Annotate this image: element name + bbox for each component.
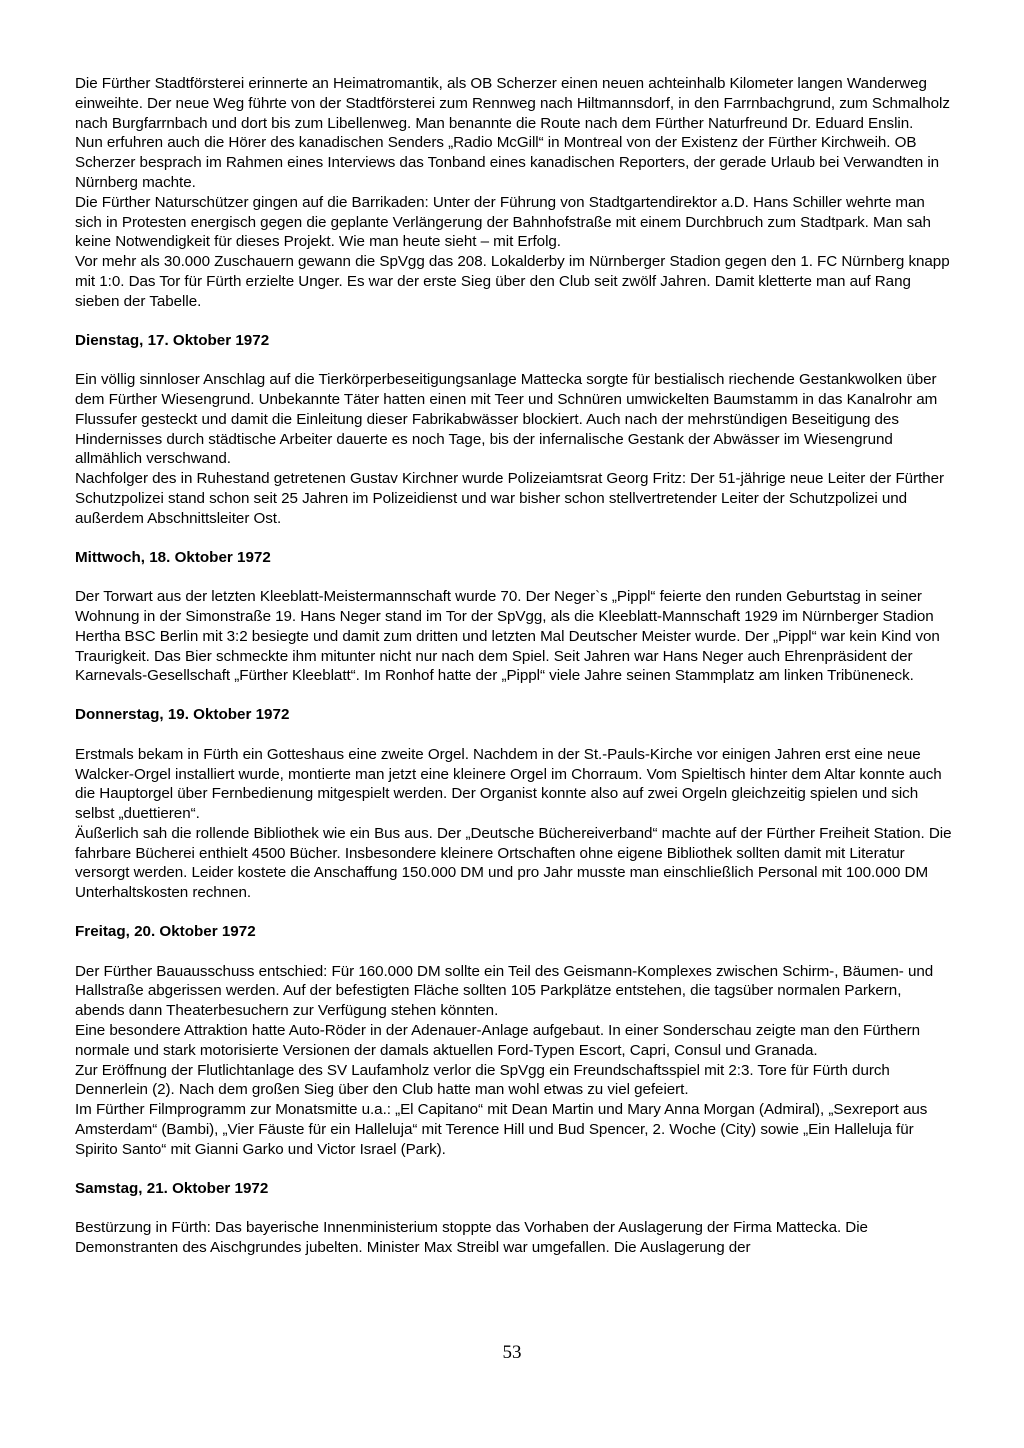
paragraph: Die Fürther Stadtförsterei erinnerte an Heimatromantik, als OB Scherzer einen neuen achteinhalb Kilometer langen Wanderweg einweihte. Der neue Weg führte von der Stadtförsterei zum Rennweg nach Hiltmannsdorf, in den Farrnbachgrund, zum Schmalholz nach Burgfarrnbach und dort bis zum Libellenweg. Man benannte die Route nach dem Fürther Naturfreund Dr. Eduard Enslin. xyxy=(75,75,950,132)
section-heading: Freitag, 20. Oktober 1972 xyxy=(75,923,256,941)
paragraph: Vor mehr als 30.000 Zuschauern gewann die SpVgg das 208. Lokalderby im Nürnberger Stadion gegen den 1. FC Nürnberg knapp mit 1:0. Das Tor für Fürth erzielte Unger. Es war der erste Sieg über den Club seit zwölf Jahren. Damit kletterte man auf Rang sieben der Tabelle. xyxy=(75,253,950,310)
intro-section xyxy=(75,74,955,312)
paragraph: Ein völlig sinnloser Anschlag auf die Tierkörperbeseitigungsanlage Mattecka sorgte für bestialisch riechende Gestankwolken über dem Fürther Wiesengrund. Unbekannte Täter hatten einen mit Teer und Schnüren umwickelten Baumstamm in das Kanalrohr am Flussufer gesteckt und damit die Einleitung dieser Fabrikabwässer blockiert. Auch nach der mehrstündigen Beseitigung des Hindernisses durch städtische Arbeiter dauerte es noch Tage, bis der infernalische Gestank der Abwässer im Wiesengrund allmählich verschwand. xyxy=(75,371,938,468)
section-heading: Donnerstag, 19. Oktober 1972 xyxy=(75,706,290,724)
paragraph: Die Fürther Naturschützer gingen auf die Barrikaden: Unter der Führung von Stadtgartendirektor a.D. Hans Schiller wehrte man sich in Protesten energisch gegen die geplante Verlängerung der Bahnhofstraße mit einem Durchbruch zum Stadtpark. Man sah keine Notwendigkeit für dieses Projekt. Wie man heute sieht – mit Erfolg. xyxy=(75,193,931,251)
paragraph: Der Torwart aus der letzten Kleeblatt-Meistermannschaft wurde 70. Der Neger`s „Pippl“ feierte den runden Geburtstag in seiner Wohnung in der Simonstraße 19. Hans Neger stand im Tor der SpVgg, als die Kleeblatt-Mannschaft 1929 im Nürnberger Stadion Hertha BSC Berlin mit 3:2 besiegte und damit zum dritten und letzten Mal Deutscher Meister wurde. Der „Pippl“ war kein Kind von Traurigkeit. Das Bier schmeckte ihm mitunter nicht nur nach dem Spiel. Seit Jahren war Hans Neger auch Ehrenpräsident der Karnevals-Gesellschaft „Fürther Kleeblatt“. Im Ronhof hatte der „Pippl“ viele Jahre seinen Stammplatz am linken Tribüneneck. xyxy=(75,588,940,685)
page-number: 53 xyxy=(502,1342,522,1363)
section-heading: Dienstag, 17. Oktober 1972 xyxy=(75,331,270,349)
paragraph: Bestürzung in Fürth: Das bayerische Innenministerium stoppte das Vorhaben der Auslagerung der Firma Mattecka. Die Demonstranten des Aischgrundes jubelten. Minister Max Streibl war umgefallen. Die Auslagerung der xyxy=(75,1219,868,1257)
paragraph: Erstmals bekam in Fürth ein Gotteshaus eine zweite Orgel. Nachdem in der St.-Pauls-Kirche vor einigen Jahren erst eine neue Walcker-Orgel installiert wurde, montierte man jetzt eine kleinere Orgel im Chorraum. Vom Spieltisch hinter dem Altar konnte auch die Hauptorgel über Fernbedienung mitgespielt werden. Der Organist konnte also auf zwei Orgeln gleichzeitig spielen und sich selbst „duettieren“. xyxy=(75,745,942,823)
section-heading: Samstag, 21. Oktober 1972 xyxy=(75,1179,269,1197)
section-friday xyxy=(75,922,955,1160)
section-wednesday xyxy=(75,548,955,687)
paragraph: Nachfolger des in Ruhestand getretenen Gustav Kirchner wurde Polizeiamtsrat Georg Fritz: Der 51-jährige neue Leiter der Fürther Schutzpolizei stand schon seit 25 Jahren im Polizeidienst und war bisher schon stellvertretender Leiter der Schutzpolizei und außerdem Abschnittsleiter Ost. xyxy=(75,470,945,527)
paragraph: Im Fürther Filmprogramm zur Monatsmitte u.a.: „El Capitano“ mit Dean Martin und Mary Anna Morgan (Admiral), „Sexreport aus Amsterdam“ (Bambi), „Vier Fäuste für ein Halleluja“ mit Terence Hill und Bud Spencer, 2. Woche (City) sowie „Ein Halleluja für Spirito Santo“ mit Gianni Garko und Victor Israel (Park). xyxy=(75,1101,928,1158)
paragraph: Eine besondere Attraktion hatte Auto-Röder in der Adenauer-Anlage aufgebaut. In einer Sonderschau zeigte man den Fürthern normale und stark motorisierte Versionen der damals aktuellen Ford-Typen Escort, Capri, Consul und Granada. xyxy=(75,1022,921,1059)
section-heading: Mittwoch, 18. Oktober 1972 xyxy=(75,548,271,566)
paragraph: Äußerlich sah die rollende Bibliothek wie ein Bus aus. Der „Deutsche Büchereiverband“ machte auf der Fürther Freiheit Station. Die fahrbare Bücherei enthielt 4500 Bücher. Insbesondere kleinere Ortschaften ohne eigene Bibliothek sollten damit mit Literatur versorgt werden. Leider kostete die Anschaffung 150.000 DM und pro Jahr musste man einschließlich Personal mit 100.000 DM Unterhaltskosten rechnen. xyxy=(75,824,952,902)
section-saturday xyxy=(75,1179,955,1258)
paragraph: Der Fürther Bauausschuss entschied: Für 160.000 DM sollte ein Teil des Geismann-Komplexes zwischen Schirm-, Bäumen- und Hallstraße abgerissen werden. Auf der befestigten Fläche sollten 105 Parkplätze entstehen, die tagsüber normalen Parkern, abends dann Theaterbesuchern zur Verfügung stehen könnten. xyxy=(75,962,934,1020)
paragraph: Nun erfuhren auch die Hörer des kanadischen Senders „Radio McGill“ in Montreal von der Existenz der Fürther Kirchweih. OB Scherzer besprach im Rahmen eines Interviews das Tonband eines kanadischen Reporters, der gerade Urlaub bei Verwandten in Nürnberg machte. xyxy=(75,134,940,191)
section-tuesday xyxy=(75,331,955,529)
paragraph: Zur Eröffnung der Flutlichtanlage des SV Laufamholz verlor die SpVgg ein Freundschaftsspiel mit 2:3. Tore für Fürth durch Dennerlein (2). Nach dem großen Sieg über den Club hatte man wohl etwas zu viel gefeiert. xyxy=(75,1061,890,1099)
document-body xyxy=(75,74,955,1258)
section-thursday xyxy=(75,705,955,903)
